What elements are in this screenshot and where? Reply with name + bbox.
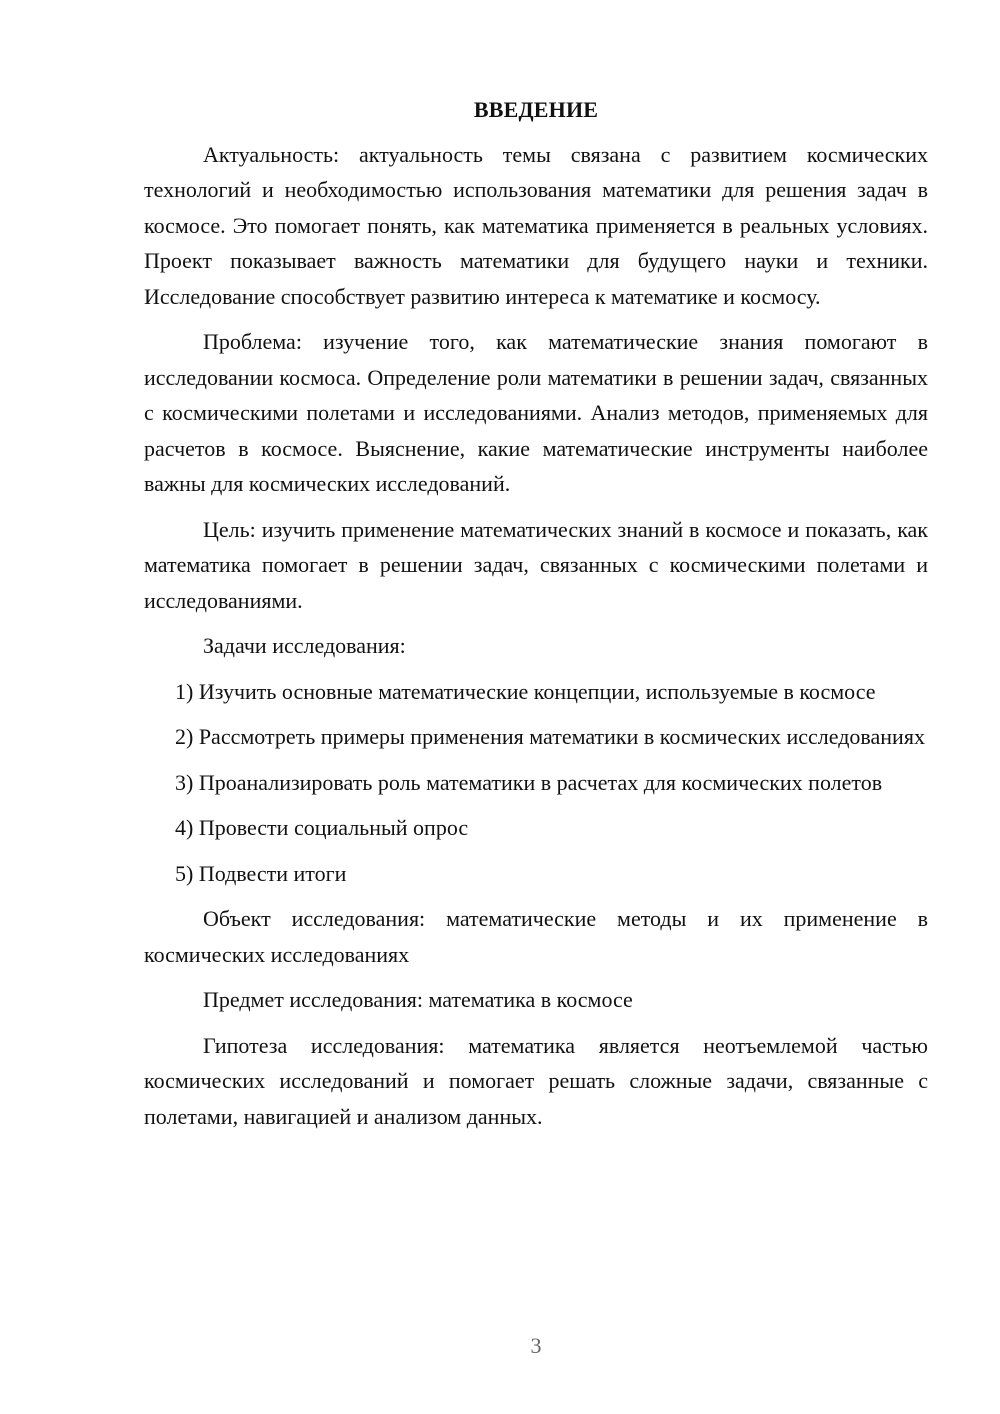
page-number: 3 (530, 1333, 542, 1358)
goal-paragraph: Цель: изучить применение математических знаний в космосе и показать, как математика помогает в решении задач, связанных с космическими полетами и исследованиями. (144, 516, 928, 613)
relevance-paragraph: Актуальность: актуальность темы связана с развитием космических технологий и необходимостью использования математики для решения задач в космосе. Это помогает понять, как математика применяется в реальных условиях. Проект показывает важность математики для будущего науки и техники. Исследование способствует развитию интереса к математике и космосу. (144, 141, 928, 309)
task-item-3: 3) Проанализировать роль математики в расчетах для космических полетов (175, 769, 883, 795)
tasks-heading: Задачи исследования: (203, 633, 406, 658)
task-item-4: 4) Провести социальный опрос (175, 815, 469, 840)
problem-paragraph: Проблема: изучение того, как математические знания помогают в исследовании космоса. Определение роли математики в решении задач, связанных с космическими полетами и исследованиями. Анализ методов, применяемых для расчетов в космосе. Выяснение, какие математические инструменты наиболее важны для космических исследований. (144, 329, 928, 496)
task-item-2: 2) Рассмотреть примеры применения математики в космических исследованиях (175, 724, 925, 749)
hypothesis-paragraph: Гипотеза исследования: математика является неотъемлемой частью космических исследований и помогает решать сложные задачи, связанные с полетами, навигацией и анализом данных. (144, 1032, 928, 1129)
task-item-1: 1) Изучить основные математические концепции, используемые в космосе (175, 678, 876, 704)
object-paragraph: Объект исследования: математические методы и их применение в космических исследованиях (144, 906, 928, 967)
page-title: ВВЕДЕНИЕ (473, 97, 599, 122)
task-item-5: 5) Подвести итоги (175, 860, 347, 886)
subject-paragraph: Предмет исследования: математика в космосе (203, 987, 633, 1012)
page-content (144, 92, 928, 1144)
